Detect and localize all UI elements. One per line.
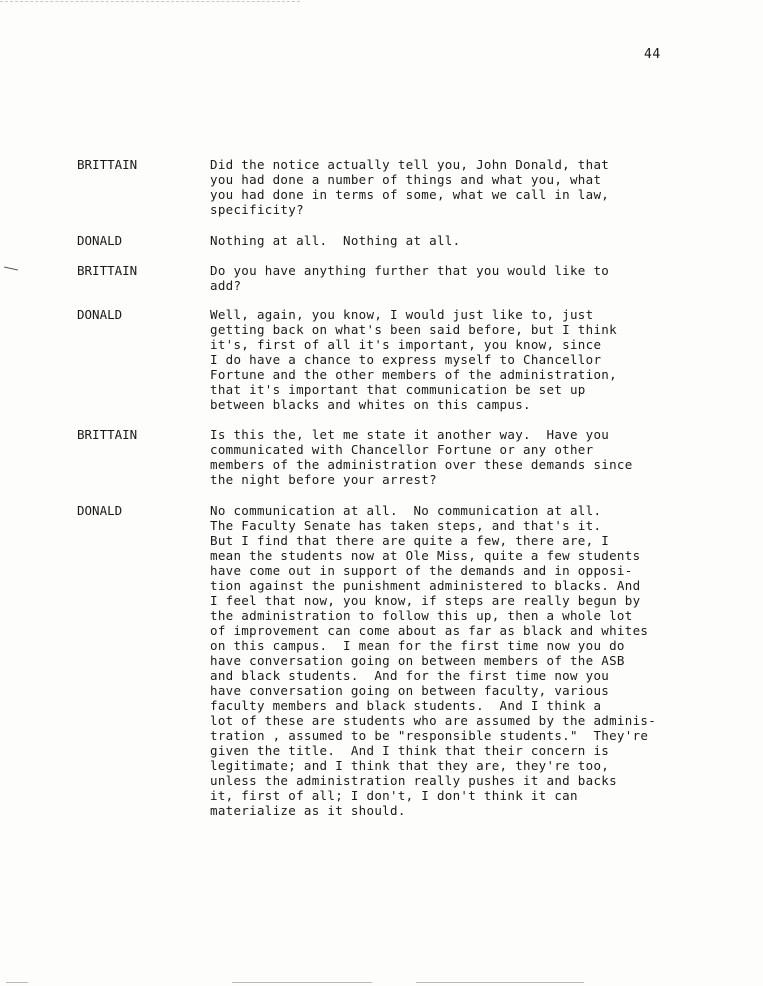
speech-line: Nothing at all. Nothing at all.: [210, 233, 461, 248]
speech-line: of improvement can come about as far as black and whites: [210, 623, 649, 638]
speech-line: members of the administration over these demands since: [210, 457, 633, 472]
speech-line: you had done a number of things and what you, what: [210, 172, 602, 187]
speech-line: have conversation going on between faculty, various: [210, 683, 610, 698]
speech-line: Do you have anything further that you would like to: [210, 263, 610, 278]
speaker-name: BRITTAIN: [77, 427, 138, 442]
margin-mark: [4, 267, 18, 271]
speech-line: given the title. And I think that their concern is: [210, 743, 610, 758]
speech-line: you had done in terms of some, what we call in law,: [210, 187, 610, 202]
speaker-name: DONALD: [77, 503, 123, 518]
speaker-name: BRITTAIN: [77, 157, 138, 172]
speaker-name: DONALD: [77, 307, 123, 322]
speech-line: The Faculty Senate has taken steps, and that's it.: [210, 518, 602, 533]
speech-line: faculty members and black students. And I think a: [210, 698, 602, 713]
speech-line: the administration to follow this up, then a whole lot: [210, 608, 633, 623]
speech-text: [210, 427, 700, 487]
speech-line: have come out in support of the demands and in opposi-: [210, 563, 633, 578]
speech-text: [210, 263, 700, 293]
speech-line: it, first of all; I don't, I don't think it can: [210, 788, 578, 803]
speech-line: specificity?: [210, 202, 304, 217]
bottom-edge-rule: [6, 982, 28, 983]
speech-line: I feel that now, you know, if steps are really begun by: [210, 593, 641, 608]
speech-text: [210, 503, 700, 818]
speech-line: Well, again, you know, I would just like to, just: [210, 307, 594, 322]
speaker-name: BRITTAIN: [77, 263, 138, 278]
speech-line: tration , assumed to be "responsible students." They're: [210, 728, 649, 743]
speech-line: have conversation going on between members of the ASB: [210, 653, 625, 668]
speech-text: [210, 307, 700, 412]
speech-line: mean the students now at Ole Miss, quite a few students: [210, 548, 641, 563]
speech-line: on this campus. I mean for the first time now you do: [210, 638, 625, 653]
speech-line: and black students. And for the first time now you: [210, 668, 610, 683]
speech-line: legitimate; and I think that they are, they're too,: [210, 758, 610, 773]
bottom-edge-rule: [416, 982, 584, 983]
speech-line: add?: [210, 278, 242, 293]
speech-text: [210, 233, 700, 248]
speech-line: tion against the punishment administered to blacks. And: [210, 578, 641, 593]
speech-line: materialize as it should.: [210, 803, 406, 818]
speech-line: lot of these are students who are assumed by the adminis-: [210, 713, 657, 728]
speech-line: unless the administration really pushes it and backs: [210, 773, 617, 788]
speech-line: that it's important that communication be set up: [210, 382, 586, 397]
speech-line: it's, first of all it's important, you know, since: [210, 337, 602, 352]
speech-line: communicated with Chancellor Fortune or any other: [210, 442, 594, 457]
top-edge-dash: [0, 1, 300, 2]
page-number: 44: [644, 47, 661, 62]
speech-line: Fortune and the other members of the administration,: [210, 367, 617, 382]
speech-line: getting back on what's been said before, but I think: [210, 322, 617, 337]
speech-line: But I find that there are quite a few, there are, I: [210, 533, 610, 548]
speech-line: Is this the, let me state it another way. Have you: [210, 427, 610, 442]
speech-text: [210, 157, 700, 217]
speech-line: Did the notice actually tell you, John Donald, that: [210, 157, 610, 172]
speech-line: between blacks and whites on this campus.: [210, 397, 531, 412]
speaker-name: DONALD: [77, 233, 123, 248]
speech-line: the night before your arrest?: [210, 472, 437, 487]
speech-line: I do have a chance to express myself to Chancellor: [210, 352, 602, 367]
bottom-edge-rule: [232, 982, 372, 983]
speech-line: No communication at all. No communication at all.: [210, 503, 602, 518]
